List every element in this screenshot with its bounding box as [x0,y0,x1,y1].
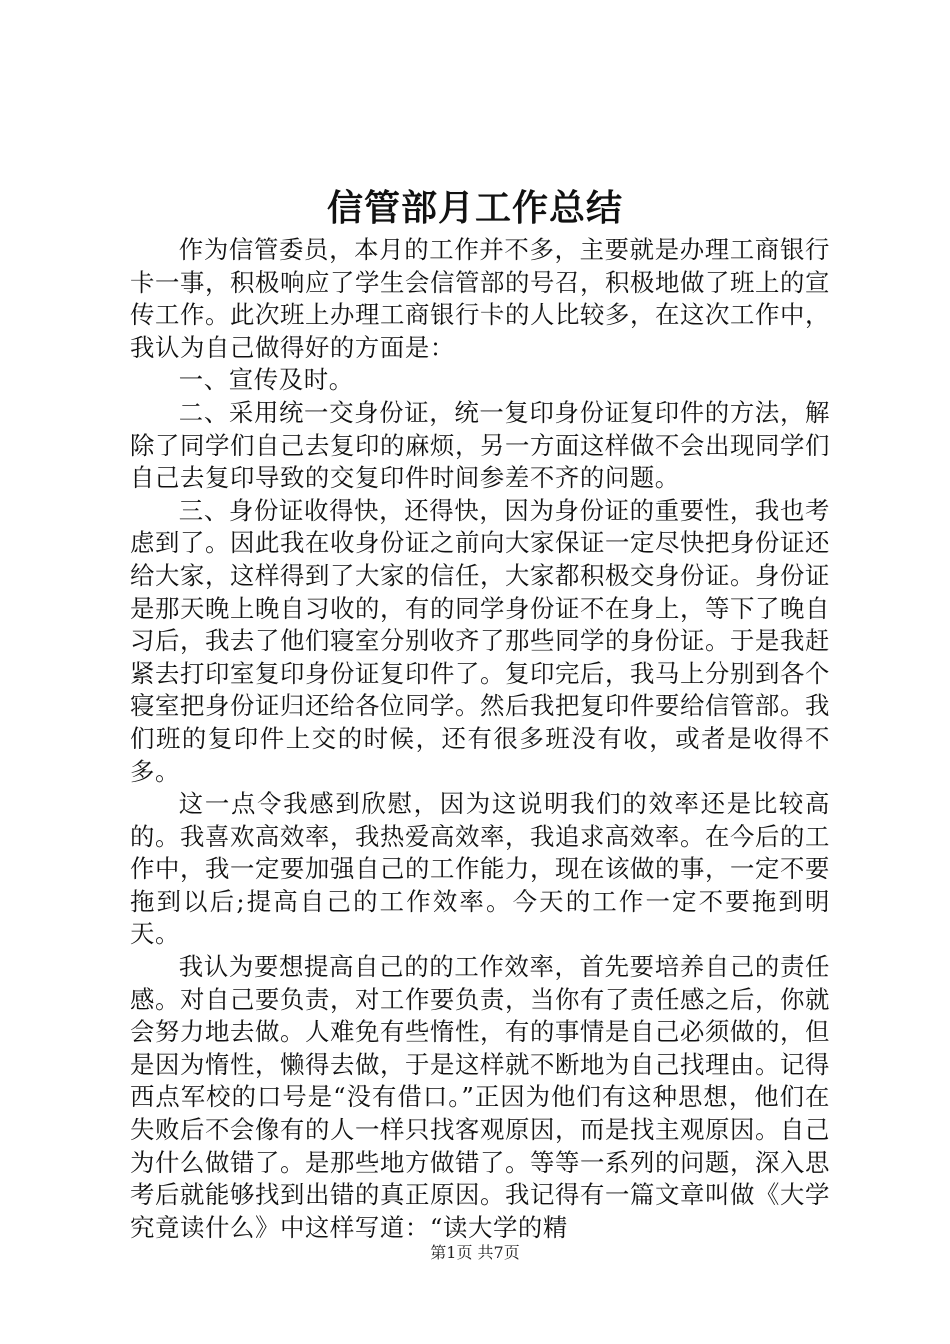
page-footer: 第1页 共7页 [430,1243,520,1262]
paragraph-efficiency: 这一点令我感到欣慰，因为这说明我们的效率还是比较高的。我喜欢高效率，我热爱高效率，我追求高效率。在今后的工作中，我一定要加强自己的工作能力，现在该做的事，一定不要拖到以后;提高自己的工作效率。今天的工作一定不要拖到明天。 [130,789,830,949]
paragraph-point-two: 二、采用统一交身份证，统一复印身份证复印件的方法，解除了同学们自己去复印的麻烦，另一方面这样做不会出现同学们自己去复印导致的交复印件时间参差不齐的问题。 [130,397,830,493]
paragraph-intro: 作为信管委员，本月的工作并不多，主要就是办理工商银行卡一事，积极响应了学生会信管部的号召，积极地做了班上的宣传工作。此次班上办理工商银行卡的人比较多，在这次工作中，我认为自己做得好的方面是： [130,235,830,362]
paragraph-responsibility: 我认为要想提高自己的的工作效率，首先要培养自己的责任感。对自己要负责，对工作要负责，当你有了责任感之后，你就会努力地去做。人难免有些惰性，有的事情是自己必须做的，但是因为惰性，懒得去做，于是这样就不断地为自己找理由。记得西点军校的口号是“没有借口。”正因为他们有这种思想，他们在失败后不会像有的人一样只找客观原因，而是找主观原因。自己为什么做错了。是那些地方做错了。等等一系列的问题，深入思考后就能够找到出错的真正原因。我记得有一篇文章叫做《大学究竟读什么》中这样写道：“读大学的精 [130,952,830,1242]
paragraph-point-three: 三、身份证收得快，还得快，因为身份证的重要性，我也考虑到了。因此我在收身份证之前向大家保证一定尽快把身份证还给大家，这样得到了大家的信任，大家都积极交身份证。身份证是那天晚上晚自习收的，有的同学身份证不在身上，等下了晚自习后，我去了他们寝室分别收齐了那些同学的身份证。于是我赶紧去打印室复印身份证复印件了。复印完后，我马上分别到各个寝室把身份证归还给各位同学。然后我把复印件要给信管部。我们班的复印件上交的时候，还有很多班没有收，或者是收得不多。 [130,495,830,786]
document-title: 信管部月工作总结 [326,187,623,229]
paragraph-point-one: 一、宣传及时。 [178,365,354,395]
document-body [130,234,830,1244]
